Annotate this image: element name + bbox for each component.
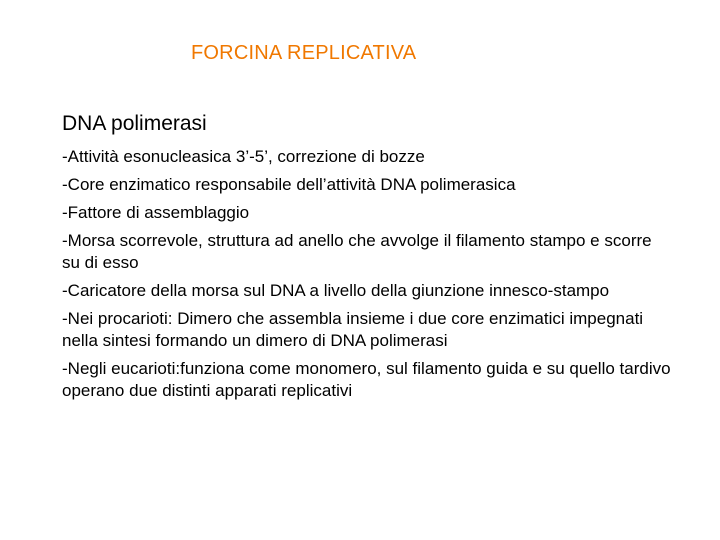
slide-subtitle: DNA polimerasi bbox=[62, 112, 207, 135]
bullet-list bbox=[62, 146, 672, 408]
bullet-item-7: -Negli eucarioti:funziona come monomero, sul filamento guida e su quello tardivo operano due distinti apparati replicativi bbox=[62, 359, 671, 400]
bullet-item-1: -Attività esonucleasica 3’-5’, correzione di bozze bbox=[62, 147, 425, 166]
bullet-item-2: -Core enzimatico responsabile dell’attività DNA polimerasica bbox=[62, 175, 516, 194]
bullet-item-5: -Caricatore della morsa sul DNA a livello della giunzione innesco-stampo bbox=[62, 281, 610, 300]
bullet-item-6: -Nei procarioti: Dimero che assembla insieme i due core enzimatici impegnati nella sintesi formando un dimero di DNA polimerasi bbox=[62, 309, 644, 350]
bullet-item-4: -Morsa scorrevole, struttura ad anello che avvolge il filamento stampo e scorre su di esso bbox=[62, 231, 652, 272]
slide-title: FORCINA REPLICATIVA bbox=[191, 42, 417, 64]
bullet-item-3: -Fattore di assemblaggio bbox=[62, 203, 250, 222]
